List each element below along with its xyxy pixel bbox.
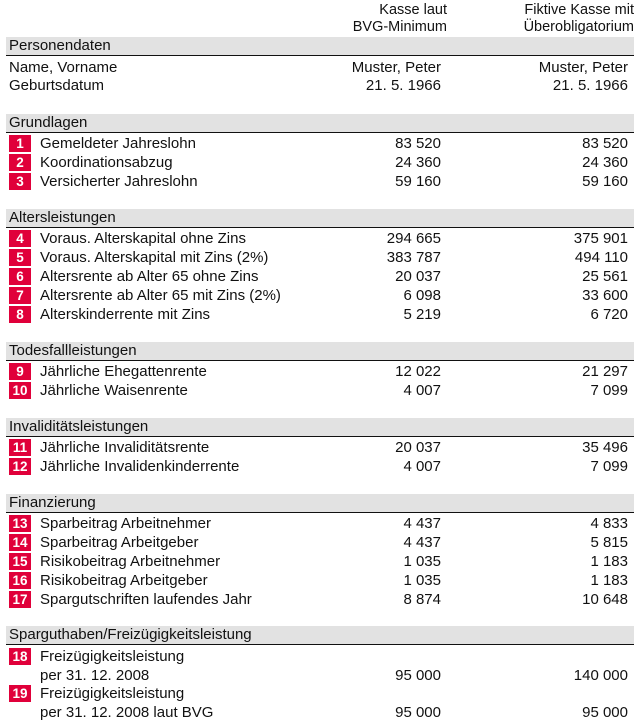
- table-row: [6, 305, 634, 324]
- value-col2: 59 160: [582, 173, 628, 190]
- section-header-personendaten: Personendaten: [6, 37, 634, 56]
- table-row: [6, 381, 634, 400]
- table-row: [6, 229, 634, 248]
- table-row: [6, 571, 634, 590]
- row-label: Name, Vorname: [9, 59, 118, 76]
- value-col2: 95 000: [582, 704, 628, 721]
- row-label-line2: per 31. 12. 2008: [40, 667, 150, 684]
- value-col2: 24 360: [582, 154, 628, 171]
- row-number-badge: 9: [9, 363, 31, 380]
- value-col1: 20 037: [395, 268, 441, 285]
- value-col2: Muster, Peter: [538, 59, 628, 76]
- value-col2: 25 561: [582, 268, 628, 285]
- row-number-badge: 5: [9, 249, 31, 266]
- value-col2: 375 901: [573, 230, 628, 247]
- row-label: Jährliche Invalidenkinderrente: [40, 458, 240, 475]
- value-col1: 4 007: [403, 382, 441, 399]
- value-col1: 20 037: [395, 439, 441, 456]
- table-row: [6, 286, 634, 305]
- value-col2: 6 720: [590, 306, 628, 323]
- value-col1: 12 022: [395, 363, 441, 380]
- value-col2: 83 520: [582, 135, 628, 152]
- value-col1: 21. 5. 1966: [365, 77, 441, 94]
- section-header-invaliditaetsleistungen: Invaliditätsleistungen: [6, 418, 634, 437]
- row-number-badge: 6: [9, 268, 31, 285]
- row-number-badge: 11: [9, 439, 31, 456]
- value-col1: 5 219: [403, 306, 441, 323]
- row-label: Voraus. Alterskapital ohne Zins: [40, 230, 246, 247]
- row-number-badge: 18: [9, 648, 31, 665]
- value-col1: 4 437: [403, 534, 441, 551]
- value-col2: 21 297: [582, 363, 628, 380]
- row-label: [40, 647, 184, 685]
- column-header-bvg-minimum: Kasse laut BVG-Minimum: [352, 2, 447, 35]
- section-header-sparguthaben: Sparguthaben/Freizügigkeitsleistung: [6, 626, 634, 645]
- table-row: [6, 533, 634, 552]
- row-label: Gemeldeter Jahreslohn: [40, 135, 196, 152]
- row-label: Jährliche Ehegattenrente: [40, 363, 207, 380]
- row-number-badge: 4: [9, 230, 31, 247]
- table-row: [6, 172, 634, 191]
- table-row: [6, 552, 634, 571]
- row-label-line2: per 31. 12. 2008 laut BVG: [40, 704, 214, 721]
- value-col2: 5 815: [590, 534, 628, 551]
- table-row: [6, 457, 634, 476]
- row-number-badge: 1: [9, 135, 31, 152]
- row-label: Jährliche Invaliditätsrente: [40, 439, 210, 456]
- value-col1: 1 035: [403, 553, 441, 570]
- row-number-badge: 2: [9, 154, 31, 171]
- value-col2: 10 648: [582, 591, 628, 608]
- value-col2: 21. 5. 1966: [552, 77, 628, 94]
- value-col2: 1 183: [590, 572, 628, 589]
- row-label: Alterskinderrente mit Zins: [40, 306, 211, 323]
- row-label: Risikobeitrag Arbeitnehmer: [40, 553, 221, 570]
- row-number-badge: 12: [9, 458, 31, 475]
- section-header-altersleistungen: Altersleistungen: [6, 209, 634, 228]
- value-col1: 83 520: [395, 135, 441, 152]
- row-number-badge: 10: [9, 382, 31, 399]
- value-col2: 1 183: [590, 553, 628, 570]
- table-row: [6, 362, 634, 381]
- row-label: Sparbeitrag Arbeitgeber: [40, 534, 199, 551]
- row-label-line1: Freizügigkeitsleistung: [40, 685, 185, 702]
- row-number-badge: 19: [9, 685, 31, 702]
- value-col2: 4 833: [590, 515, 628, 532]
- row-label: Risikobeitrag Arbeitgeber: [40, 572, 208, 589]
- table-row: [6, 684, 634, 724]
- value-col1: 294 665: [386, 230, 441, 247]
- value-col1: 24 360: [395, 154, 441, 171]
- value-col1: Muster, Peter: [351, 59, 441, 76]
- column-header-fiktive-kasse: Fiktive Kasse mit Überobligatorium: [523, 2, 634, 35]
- row-label: Koordinationsabzug: [40, 154, 173, 171]
- table-row: [6, 647, 634, 687]
- row-label-line1: Freizügigkeitsleistung: [40, 648, 185, 665]
- row-label: Voraus. Alterskapital mit Zins (2%): [40, 249, 269, 266]
- value-col1: 59 160: [395, 173, 441, 190]
- table-row: [6, 153, 634, 172]
- table-row: [6, 248, 634, 267]
- table-row: [6, 267, 634, 286]
- row-label: Sparbeitrag Arbeitnehmer: [40, 515, 211, 532]
- row-name: [6, 58, 634, 77]
- value-col1: 6 098: [403, 287, 441, 304]
- row-label: Altersrente ab Alter 65 ohne Zins: [40, 268, 259, 285]
- row-geburtsdatum: [6, 76, 634, 95]
- row-label: Jährliche Waisenrente: [40, 382, 188, 399]
- table-row: [6, 438, 634, 457]
- value-col1: 1 035: [403, 572, 441, 589]
- row-number-badge: 16: [9, 572, 31, 589]
- value-col2: 7 099: [590, 458, 628, 475]
- value-col1: 4 007: [403, 458, 441, 475]
- row-number-badge: 14: [9, 534, 31, 551]
- row-label: Geburtsdatum: [9, 77, 105, 94]
- row-number-badge: 13: [9, 515, 31, 532]
- row-number-badge: 3: [9, 173, 31, 190]
- value-col2: 7 099: [590, 382, 628, 399]
- value-col1: 95 000: [395, 704, 441, 721]
- row-number-badge: 15: [9, 553, 31, 570]
- section-header-todesfallleistungen: Todesfallleistungen: [6, 342, 634, 361]
- row-label: Versicherter Jahreslohn: [40, 173, 198, 190]
- value-col2: 33 600: [582, 287, 628, 304]
- value-col1: 8 874: [403, 591, 441, 608]
- table-row: [6, 590, 634, 609]
- table-row: [6, 134, 634, 153]
- value-col2: 140 000: [573, 667, 628, 684]
- row-label: Spargutschriften laufendes Jahr: [40, 591, 252, 608]
- section-header-finanzierung: Finanzierung: [6, 494, 634, 513]
- row-label: Altersrente ab Alter 65 mit Zins (2%): [40, 287, 281, 304]
- section-header-grundlagen: Grundlagen: [6, 114, 634, 133]
- value-col2: 35 496: [582, 439, 628, 456]
- row-number-badge: 17: [9, 591, 31, 608]
- row-number-badge: 8: [9, 306, 31, 323]
- value-col1: 383 787: [386, 249, 441, 266]
- value-col2: 494 110: [574, 249, 628, 266]
- value-col1: 4 437: [403, 515, 441, 532]
- row-number-badge: 7: [9, 287, 31, 304]
- value-col1: 95 000: [395, 667, 441, 684]
- table-row: [6, 514, 634, 533]
- row-label: [40, 684, 213, 722]
